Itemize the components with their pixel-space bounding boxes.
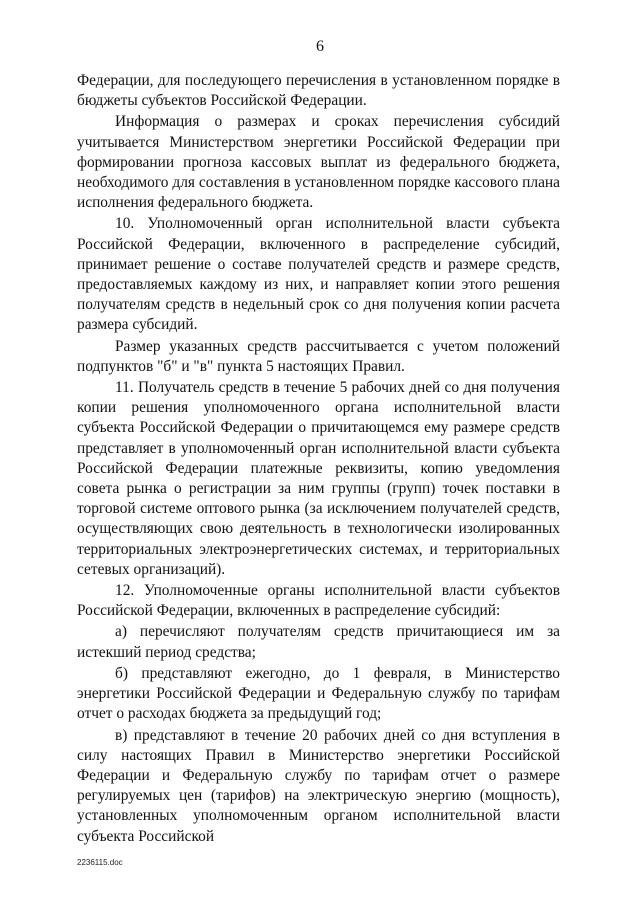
list-item: б) представляют ежегодно, до 1 февраля, в Министерство энергетики Российской Федерации и Федеральную службу по тарифам отчет о расходах бюджета за предыдущий год; [77, 664, 560, 723]
footer-file-code: 2236115.doc [77, 858, 123, 867]
paragraph: 12. Уполномоченные органы исполнительной власти субъектов Российской Федерации, включенных в распределение субсидий: [77, 582, 560, 620]
paragraph: Информация о размерах и сроках перечисления субсидий учитывается Министерством энергетики Российской Федерации при формировании прогноза кассовых выплат из федерального бюджета, необходимого для составления в установленном порядке кассового плана исполнения федерального бюджета. [77, 113, 560, 212]
document-body [77, 71, 560, 847]
paragraph: 11. Получатель средств в течение 5 рабочих дней со дня получения копии решения уполномоченного органа исполнительной власти субъекта Российской Федерации о причитающемся ему размере средств представляет в уполномоченный орган исполнительной власти субъекта Российской Федерации платежные реквизиты, копию уведомления совета рынка о регистрации за ним группы (групп) точек поставки в торговой системе оптового рынка (за исключением получателей средств, осуществляющих свою деятельность в технологически изолированных территориальных электроэнергетических системах, и территориальных сетевых организаций). [77, 379, 560, 578]
paragraph: 10. Уполномоченный орган исполнительной власти субъекта Российской Федерации, включенного в распределение субсидий, принимает решение о составе получателей средств и размере средств, предоставляемых каждому из них, и направляет копии этого решения получателям средств в недельный срок со дня получения копии расчета размера субсидий. [77, 215, 560, 334]
list-item: а) перечисляют получателям средств причитающиеся им за истекший период средства; [77, 623, 560, 661]
paragraph: Федерации, для последующего перечисления в установленном порядке в бюджеты субъектов Российской Федерации. [77, 72, 560, 110]
list-item: в) представляют в течение 20 рабочих дней со дня вступления в силу настоящих Правил в Министерство энергетики Российской Федерации и Федеральную службу по тарифам отчет о размере регулируемых цен (тарифов) на электрическую энергию (мощность), установленных уполномоченным органом исполнительной власти субъекта Российской [77, 726, 560, 845]
page-number: 6 [316, 38, 324, 55]
paragraph: Размер указанных средств рассчитывается с учетом положений подпунктов "б" и "в" пункта 5 настоящих Правил. [77, 337, 560, 375]
